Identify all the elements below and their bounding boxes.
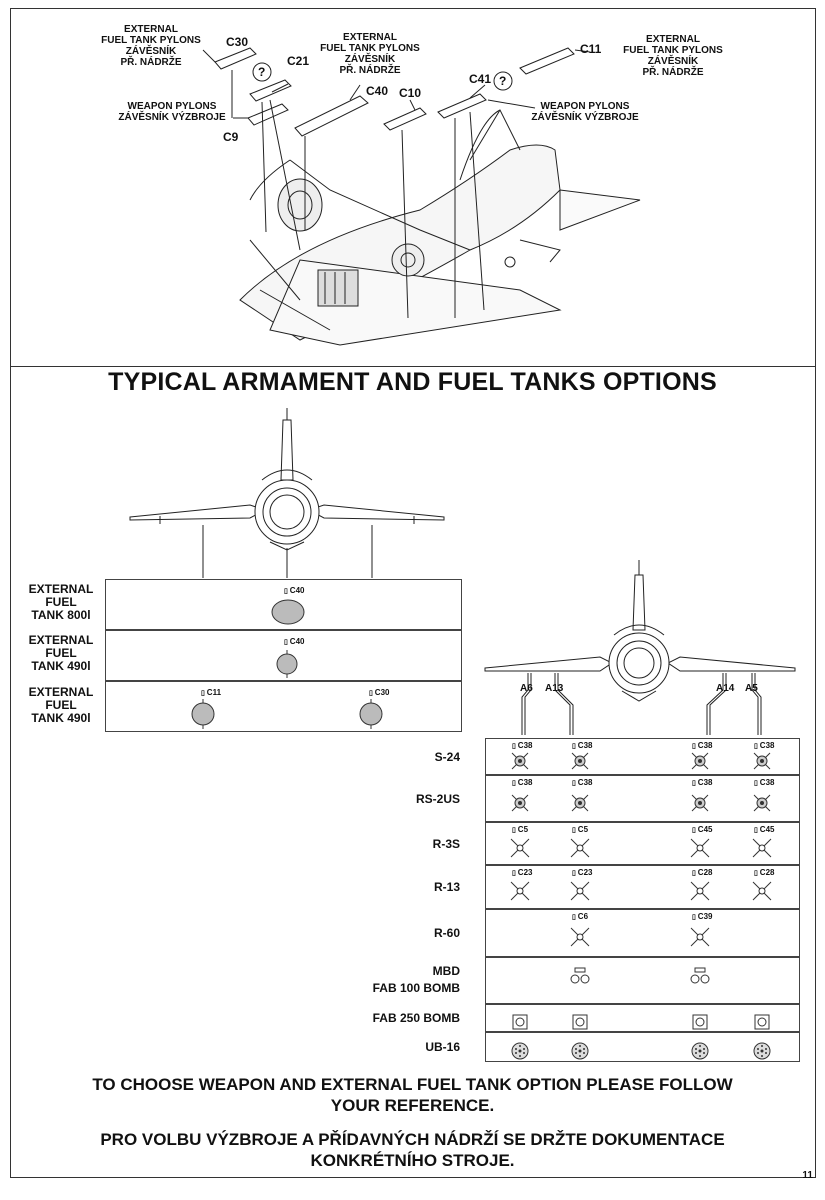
missile-icon — [751, 837, 773, 859]
section-divider — [10, 366, 816, 367]
label-line: EXTERNAL — [28, 582, 94, 596]
part-ref: ▯ C45 — [754, 825, 774, 834]
label-line: R-3S — [432, 836, 460, 851]
part-c40: C40 — [366, 84, 389, 98]
bomb250-icon — [569, 1011, 591, 1033]
part-ref: ▯ C38 — [754, 778, 774, 787]
label-line: FUEL TANK PYLONS — [623, 45, 723, 56]
missile-icon — [569, 880, 591, 902]
bomb-icon — [569, 965, 591, 987]
missile-icon — [509, 880, 531, 902]
page-number: 11 — [802, 1170, 813, 1181]
weapon-row-label — [320, 749, 460, 766]
part-c11: C11 — [580, 42, 602, 56]
footer-line: KONKRÉTNÍHO STROJE. — [310, 1151, 515, 1170]
label-line: S-24 — [434, 749, 460, 764]
weapon-row-label — [320, 836, 460, 853]
part-ref: ▯ C6 — [572, 912, 588, 921]
label-line: PŘ. NÁDRŽE — [642, 67, 704, 78]
footer-en — [0, 1074, 825, 1116]
footer-cz — [0, 1129, 825, 1171]
weapon-row[interactable] — [485, 909, 800, 957]
rocket-icon — [509, 750, 531, 772]
missile-icon — [689, 880, 711, 902]
label-line: PŘ. NÁDRŽE — [339, 65, 401, 76]
label-line: WEAPON PYLONS — [127, 101, 217, 112]
label-line: EXTERNAL — [28, 633, 94, 647]
part-ref: ▯ C23 — [572, 868, 592, 877]
station-a13: A13 — [545, 683, 564, 694]
weapon-row-label — [320, 1010, 460, 1027]
rocket2-icon — [689, 792, 711, 814]
part-ref: ▯ C39 — [692, 912, 712, 921]
weapon-row-label — [320, 963, 460, 997]
label-line: UB-16 — [425, 1040, 460, 1054]
part-ref: ▯ C5 — [512, 825, 528, 834]
bomb250-icon — [751, 1011, 773, 1033]
station-a5: A5 — [745, 683, 758, 694]
rocket-icon — [569, 750, 591, 772]
footer-line: PRO VOLBU VÝZBROJE A PŘÍDAVNÝCH NÁDRŽÍ SE DRŽTE DOKUMENTACE — [100, 1130, 725, 1149]
label-line: EXTERNAL — [124, 24, 178, 35]
part-ref: ▯ C5 — [572, 825, 588, 834]
label-line: ZÁVĚSNÍK — [125, 46, 177, 57]
part-ref: ▯ C38 — [512, 741, 532, 750]
bomb250-icon — [509, 1011, 531, 1033]
part-ref: ▯ C40 — [284, 586, 304, 595]
label-line: EXTERNAL — [28, 685, 94, 699]
footer-line: TO CHOOSE WEAPON AND EXTERNAL FUEL TANK OPTION PLEASE FOLLOW — [92, 1075, 733, 1094]
ext-pylons-label-right — [618, 34, 728, 78]
missile-icon — [689, 926, 711, 948]
missile-icon — [569, 926, 591, 948]
pod-icon — [509, 1040, 531, 1062]
station-a14: A14 — [716, 683, 735, 694]
missile-icon — [689, 837, 711, 859]
missile-icon — [509, 837, 531, 859]
weapon-row[interactable] — [485, 957, 800, 1004]
section-title: TYPICAL ARMAMENT AND FUEL TANKS OPTIONS — [108, 368, 717, 396]
rocket-icon — [751, 750, 773, 772]
label-line: TANK 800l — [31, 608, 91, 622]
part-ref: ▯ C38 — [692, 741, 712, 750]
pod-icon — [569, 1040, 591, 1062]
label-line: FAB 100 BOMB — [372, 981, 460, 995]
label-line: FUEL — [45, 646, 77, 660]
label-line: WEAPON PYLONS — [540, 101, 630, 112]
part-c21: C21 — [287, 54, 310, 68]
ext-pylons-label-center — [315, 32, 425, 76]
weapon-row-label — [320, 925, 460, 942]
part-ref: ▯ C11 — [201, 688, 221, 697]
pod-icon — [751, 1040, 773, 1062]
label-line: FUEL TANK PYLONS — [101, 35, 201, 46]
part-ref: ▯ C28 — [754, 868, 774, 877]
label-line: EXTERNAL — [646, 34, 700, 45]
weapon-pylons-label-right — [525, 101, 645, 123]
label-line: TANK 490l — [31, 659, 91, 673]
part-ref: ▯ C40 — [284, 637, 304, 646]
label-line: MBD — [432, 964, 460, 978]
weapon-row-label — [320, 879, 460, 896]
label-line: FUEL — [45, 595, 77, 609]
part-ref: ▯ C30 — [369, 688, 389, 697]
ext-pylons-label-left — [98, 24, 204, 68]
label-line: ZÁVĚSNÍK VÝZBROJE — [118, 112, 226, 123]
weapon-row-label — [320, 791, 460, 808]
label-line: ZÁVĚSNÍK — [344, 54, 396, 65]
part-ref: ▯ C38 — [754, 741, 774, 750]
rocket2-icon — [509, 792, 531, 814]
part-ref: ▯ C38 — [692, 778, 712, 787]
label-line: RS-2US — [415, 791, 460, 806]
part-ref: ▯ C38 — [572, 778, 592, 787]
label-line: FUEL TANK PYLONS — [320, 43, 420, 54]
label-line: ZÁVĚSNÍK — [647, 56, 699, 67]
bomb250-icon — [689, 1011, 711, 1033]
part-c9: C9 — [223, 130, 239, 144]
missile-icon — [569, 837, 591, 859]
front-view-aircraft-weapons — [0, 555, 825, 740]
label-line: R-13 — [433, 880, 460, 894]
missile-icon — [751, 880, 773, 902]
label-line: FUEL — [45, 698, 77, 712]
label-line: R-60 — [433, 926, 460, 940]
weapon-pylons-label-left — [112, 101, 232, 123]
rocket2-icon — [751, 792, 773, 814]
label-line: PŘ. NÁDRŽE — [120, 57, 182, 68]
label-line: TANK 490l — [31, 711, 91, 725]
label-line: FAB 250 BOMB — [372, 1011, 460, 1025]
footer-line: YOUR REFERENCE. — [330, 1096, 495, 1115]
station-a6: A6 — [520, 683, 533, 694]
pod-icon — [689, 1040, 711, 1062]
part-c41: C41 — [469, 72, 492, 86]
rocket2-icon — [569, 792, 591, 814]
rocket-icon — [689, 750, 711, 772]
part-ref: ▯ C45 — [692, 825, 712, 834]
weapon-row-label — [320, 1039, 460, 1056]
part-ref: ▯ C38 — [512, 778, 532, 787]
part-ref: ▯ C28 — [692, 868, 712, 877]
label-line: ZÁVĚSNÍK VÝZBROJE — [531, 112, 639, 123]
bomb-icon — [689, 965, 711, 987]
part-c30: C30 — [226, 35, 249, 49]
part-c10: C10 — [399, 86, 422, 100]
part-ref: ▯ C38 — [572, 741, 592, 750]
label-line: EXTERNAL — [343, 32, 397, 43]
part-ref: ▯ C23 — [512, 868, 532, 877]
